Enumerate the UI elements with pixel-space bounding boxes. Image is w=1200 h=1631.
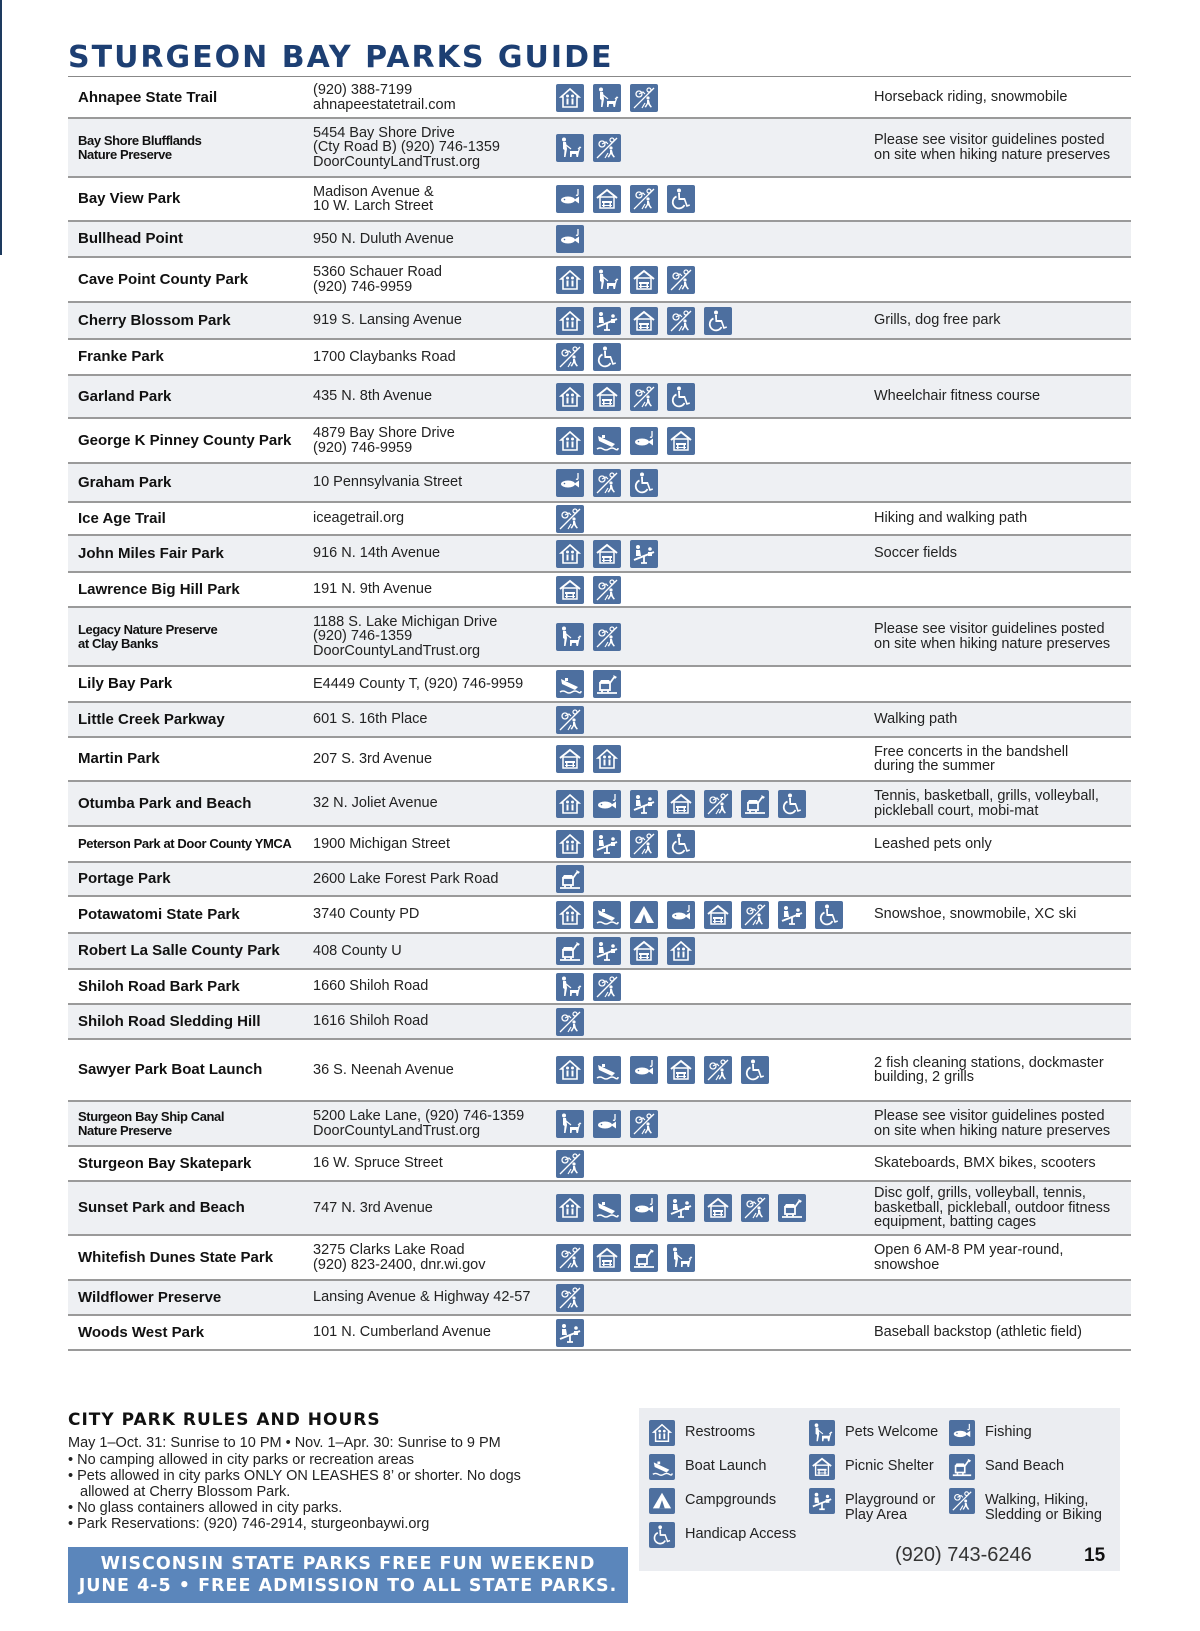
park-row — [68, 119, 1131, 178]
amenity-icons — [556, 536, 886, 571]
restrooms-icon — [649, 1420, 675, 1446]
walking-hiking-icon — [630, 383, 658, 411]
amenity-icons — [556, 419, 886, 462]
fishing-icon — [556, 225, 584, 253]
campgrounds-icon — [649, 1488, 675, 1514]
park-row — [68, 464, 1131, 503]
legend-item — [649, 1420, 755, 1446]
amenity-icons — [556, 1147, 886, 1180]
amenity-icons — [556, 119, 886, 176]
picnic-shelter-icon — [667, 1056, 695, 1084]
park-name: Sunset Park and Beach — [78, 1199, 245, 1216]
park-notes: 2 fish cleaning stations, dockmaster building, 2 grills — [874, 1054, 1104, 1085]
picnic-shelter-icon — [556, 576, 584, 604]
park-name: Little Creek Parkway — [78, 710, 225, 728]
walking-hiking-icon — [593, 134, 621, 162]
page-title: STURGEON BAY PARKS GUIDE — [68, 40, 614, 75]
pets-welcome-icon — [593, 266, 621, 294]
park-name: Robert La Salle County Park — [78, 942, 280, 959]
park-notes: Disc golf, grills, volleyball, tennis, basketball, pickleball, outdoor fitness equipment, batting cages — [874, 1185, 1111, 1231]
handicap-access-icon — [704, 307, 732, 335]
park-notes: Hiking and walking path — [874, 510, 1028, 527]
restrooms-icon — [556, 1056, 584, 1084]
handicap-access-icon — [667, 830, 695, 858]
legend-label: Handicap Access — [685, 1526, 797, 1542]
amenity-icons — [556, 738, 886, 780]
park-notes — [874, 863, 1129, 895]
sand-beach-icon — [556, 865, 584, 893]
walking-hiking-icon — [741, 1194, 769, 1222]
park-name: Sturgeon Bay Skatepark — [78, 1154, 252, 1172]
park-notes: Please see visitor guidelines posted on site when hiking nature preserves — [874, 621, 1111, 652]
park-name: Bay Shore Blufflands Nature Preserve — [78, 132, 202, 162]
amenity-icons — [556, 178, 886, 220]
park-name: Peterson Park at Door County YMCA — [78, 836, 292, 851]
park-row — [68, 303, 1131, 340]
park-address: iceagetrail.org — [313, 510, 405, 527]
playground-icon — [556, 1319, 584, 1347]
park-notes — [874, 419, 1129, 462]
park-name: Lawrence Big Hill Park — [78, 580, 240, 598]
banner-line-2: JUNE 4-5 • FREE ADMISSION TO ALL STATE PARKS. — [78, 1576, 618, 1596]
legend-label: Restrooms — [685, 1424, 756, 1440]
walking-hiking-icon — [593, 469, 621, 497]
legend-label: Campgrounds — [685, 1492, 777, 1508]
park-notes: Please see visitor guidelines posted on site when hiking nature preserves — [874, 1108, 1111, 1139]
restrooms-icon — [556, 84, 584, 112]
park-address: Lansing Avenue & Highway 42-57 — [313, 1289, 531, 1306]
amenity-icons — [556, 608, 886, 665]
fishing-icon — [556, 469, 584, 497]
legend-label: Sand Beach — [985, 1458, 1065, 1474]
park-row — [68, 1005, 1131, 1040]
sand-beach-icon — [741, 790, 769, 818]
boat-launch-icon — [649, 1454, 675, 1480]
park-row — [68, 536, 1131, 573]
pets-welcome-icon — [809, 1420, 835, 1446]
walking-hiking-icon — [593, 576, 621, 604]
boat-launch-icon — [593, 427, 621, 455]
rule-item: • No glass containers allowed in city parks. — [68, 1500, 538, 1516]
park-notes: Leashed pets only — [874, 835, 992, 852]
handicap-access-icon — [815, 901, 843, 929]
rule-item: • Park Reservations: (920) 746-2914, sturgeonbaywi.org — [68, 1516, 538, 1532]
park-row — [68, 934, 1131, 970]
walking-hiking-icon — [630, 1110, 658, 1138]
state-parks-banner — [68, 1547, 628, 1603]
rule-item: • No camping allowed in city parks or recreation areas — [68, 1452, 538, 1468]
legend-label: Pets Welcome — [845, 1424, 939, 1440]
park-name: Martin Park — [78, 750, 160, 767]
rule-item: • Pets allowed in city parks ONLY ON LEASHES 8’ or shorter. No dogs allowed at Cherry Blossom Park. — [68, 1468, 538, 1500]
park-row — [68, 78, 1131, 119]
amenity-icons — [556, 258, 886, 301]
amenity-icons — [556, 376, 886, 417]
legend-item — [949, 1488, 1102, 1523]
walking-hiking-icon — [949, 1488, 975, 1514]
restrooms-icon — [556, 383, 584, 411]
park-address: 32 N. Joliet Avenue — [313, 795, 438, 812]
pets-welcome-icon — [556, 1110, 584, 1138]
fishing-icon — [630, 1194, 658, 1222]
park-address: 3740 County PD — [313, 906, 420, 923]
park-address: 191 N. 9th Avenue — [313, 581, 433, 598]
park-row — [68, 863, 1131, 897]
boat-launch-icon — [593, 901, 621, 929]
park-address: 601 S. 16th Place — [313, 711, 428, 728]
fishing-icon — [630, 427, 658, 455]
park-name: Shiloh Road Sledding Hill — [78, 1012, 261, 1030]
legend-item — [949, 1420, 1032, 1446]
walking-hiking-icon — [630, 84, 658, 112]
restrooms-icon — [556, 266, 584, 294]
walking-hiking-icon — [630, 830, 658, 858]
boat-launch-icon — [556, 670, 584, 698]
park-name: Garland Park — [78, 387, 172, 405]
park-name: Ahnapee State Trail — [78, 88, 218, 106]
restrooms-icon — [556, 427, 584, 455]
handicap-access-icon — [667, 383, 695, 411]
walking-hiking-icon — [741, 901, 769, 929]
fishing-icon — [667, 901, 695, 929]
legend-label: Fishing — [985, 1424, 1032, 1440]
park-row — [68, 608, 1131, 667]
rules-hours: May 1–Oct. 31: Sunrise to 10 PM • Nov. 1–Apr. 30: Sunrise to 9 PM — [68, 1435, 501, 1451]
campgrounds-icon — [630, 901, 658, 929]
walking-hiking-icon — [630, 185, 658, 213]
sand-beach-icon — [630, 1244, 658, 1272]
park-address: 1188 S. Lake Michigan Drive (920) 746-1359 DoorCountyLandTrust.org — [313, 613, 498, 659]
walking-hiking-icon — [556, 343, 584, 371]
park-address: 1660 Shiloh Road — [313, 978, 429, 995]
park-name: Portage Park — [78, 870, 171, 887]
park-notes: Walking path — [874, 711, 958, 728]
park-name: Shiloh Road Bark Park — [78, 977, 240, 995]
amenity-icons — [556, 1102, 886, 1145]
park-name: Woods West Park — [78, 1323, 205, 1341]
park-row — [68, 667, 1131, 703]
icon-legend — [639, 1408, 1120, 1571]
pets-welcome-icon — [556, 134, 584, 162]
picnic-shelter-icon — [593, 383, 621, 411]
amenity-icons — [556, 970, 886, 1003]
park-address: 1616 Shiloh Road — [313, 1013, 429, 1030]
park-address: (920) 388-7199 ahnapeestatetrail.com — [313, 82, 456, 113]
restrooms-icon — [556, 790, 584, 818]
park-name: Cave Point County Park — [78, 270, 249, 288]
park-name: George K Pinney County Park — [78, 431, 292, 449]
park-row — [68, 340, 1131, 376]
park-address: 747 N. 3rd Avenue — [313, 1199, 433, 1216]
legend-item — [649, 1454, 766, 1480]
handicap-access-icon — [649, 1522, 675, 1548]
park-row — [68, 1281, 1131, 1316]
park-notes: Please see visitor guidelines posted on site when hiking nature preserves — [874, 132, 1111, 163]
park-address: 16 W. Spruce Street — [313, 1155, 443, 1172]
sand-beach-icon — [949, 1454, 975, 1480]
amenity-icons — [556, 340, 886, 374]
park-row — [68, 376, 1131, 419]
park-row — [68, 738, 1131, 782]
picnic-shelter-icon — [667, 427, 695, 455]
boat-launch-icon — [593, 1056, 621, 1084]
park-name: Sturgeon Bay Ship Canal Nature Preserve — [78, 1108, 225, 1138]
park-name: Bullhead Point — [78, 230, 183, 247]
park-row — [68, 419, 1131, 464]
walking-hiking-icon — [704, 1056, 732, 1084]
handicap-access-icon — [778, 790, 806, 818]
park-address: 435 N. 8th Avenue — [313, 388, 433, 405]
handicap-access-icon — [630, 469, 658, 497]
picnic-shelter-icon — [556, 745, 584, 773]
walking-hiking-icon — [556, 1150, 584, 1178]
walking-hiking-icon — [667, 307, 695, 335]
amenity-icons — [556, 667, 886, 701]
pets-welcome-icon — [667, 1244, 695, 1272]
park-notes — [874, 222, 1129, 256]
park-name: Wildflower Preserve — [78, 1288, 222, 1306]
park-name: Otumba Park and Beach — [78, 794, 252, 812]
legend-item — [809, 1454, 934, 1480]
fishing-icon — [593, 1110, 621, 1138]
park-row — [68, 503, 1131, 536]
playground-icon — [809, 1488, 835, 1514]
park-notes — [874, 464, 1129, 501]
park-address: 1700 Claybanks Road — [313, 348, 456, 365]
amenity-icons — [556, 464, 886, 501]
park-notes: Soccer fields — [874, 545, 958, 562]
park-notes — [874, 934, 1129, 968]
amenity-icons — [556, 782, 886, 825]
legend-item — [809, 1488, 935, 1523]
park-notes: Skateboards, BMX bikes, scooters — [874, 1155, 1096, 1172]
park-address: 4879 Bay Shore Drive (920) 746-9959 — [313, 425, 455, 456]
park-name: Lily Bay Park — [78, 675, 173, 692]
park-row — [68, 1040, 1131, 1102]
boat-launch-icon — [593, 1194, 621, 1222]
park-notes — [874, 340, 1129, 374]
park-name: Whitefish Dunes State Park — [78, 1248, 274, 1266]
restrooms-icon — [556, 1194, 584, 1222]
playground-icon — [778, 901, 806, 929]
park-row — [68, 827, 1131, 863]
park-name: Sawyer Park Boat Launch — [78, 1061, 263, 1078]
amenity-icons — [556, 503, 886, 534]
amenity-icons — [556, 78, 886, 117]
picnic-shelter-icon — [593, 540, 621, 568]
amenity-icons — [556, 222, 886, 256]
sand-beach-icon — [593, 670, 621, 698]
playground-icon — [593, 830, 621, 858]
walking-hiking-icon — [704, 790, 732, 818]
amenity-icons — [556, 1005, 886, 1038]
park-notes: Baseball backstop (athletic field) — [874, 1324, 1082, 1341]
amenity-icons — [556, 934, 886, 968]
walking-hiking-icon — [556, 1244, 584, 1272]
park-notes — [874, 258, 1129, 301]
park-address: 5454 Bay Shore Drive (Cty Road B) (920) 746-1359 DoorCountyLandTrust.org — [313, 124, 500, 170]
playground-icon — [630, 790, 658, 818]
park-address: Madison Avenue & 10 W. Larch Street — [313, 183, 434, 214]
parks-table — [68, 78, 1131, 1409]
park-row — [68, 258, 1131, 303]
amenity-icons — [556, 573, 886, 606]
park-notes — [874, 970, 1129, 1003]
park-address: 5360 Schauer Road (920) 746-9959 — [313, 264, 442, 295]
park-notes: Tennis, basketball, grills, volleyball, pickleball court, mobi-mat — [874, 788, 1099, 819]
amenity-icons — [556, 1281, 886, 1314]
legend-label: Boat Launch — [685, 1458, 767, 1474]
park-notes — [874, 178, 1129, 220]
playground-icon — [630, 540, 658, 568]
park-row — [68, 703, 1131, 738]
park-row — [68, 897, 1131, 934]
amenity-icons — [556, 1040, 886, 1100]
picnic-shelter-icon — [593, 185, 621, 213]
park-notes — [874, 667, 1129, 701]
park-notes: Snowshoe, snowmobile, XC ski — [874, 906, 1077, 923]
restrooms-icon — [556, 307, 584, 335]
fishing-icon — [593, 790, 621, 818]
banner-line-1: WISCONSIN STATE PARKS FREE FUN WEEKEND — [100, 1554, 596, 1574]
playground-icon — [667, 1194, 695, 1222]
handicap-access-icon — [667, 185, 695, 213]
park-address: 3275 Clarks Lake Road (920) 823-2400, dnr.wi.gov — [313, 1242, 486, 1273]
playground-icon — [593, 307, 621, 335]
fishing-icon — [949, 1420, 975, 1446]
legend-label: Picnic Shelter — [845, 1458, 934, 1474]
walking-hiking-icon — [593, 973, 621, 1001]
pets-welcome-icon — [556, 973, 584, 1001]
park-notes: Horseback riding, snowmobile — [874, 89, 1068, 106]
park-address: 36 S. Neenah Avenue — [313, 1061, 454, 1078]
park-row — [68, 573, 1131, 608]
pets-welcome-icon — [556, 623, 584, 651]
page-number: 15 — [1084, 1545, 1106, 1566]
restrooms-icon — [593, 745, 621, 773]
park-address: 950 N. Duluth Avenue — [313, 230, 454, 247]
title-divider — [68, 76, 1131, 77]
park-name: Franke Park — [78, 348, 164, 365]
walking-hiking-icon — [593, 623, 621, 651]
picnic-shelter-icon — [630, 266, 658, 294]
picnic-shelter-icon — [704, 901, 732, 929]
park-row — [68, 782, 1131, 827]
park-row — [68, 1316, 1131, 1351]
park-address: 5200 Lake Lane, (920) 746-1359 DoorCountyLandTrust.org — [313, 1108, 525, 1139]
park-name: Cherry Blossom Park — [78, 311, 231, 329]
park-name: Potawatomi State Park — [78, 905, 240, 923]
restrooms-icon — [556, 901, 584, 929]
park-address: 2600 Lake Forest Park Road — [313, 870, 499, 887]
sand-beach-icon — [778, 1194, 806, 1222]
park-address: 10 Pennsylvania Street — [313, 474, 463, 491]
park-notes — [874, 1281, 1129, 1314]
park-address: 919 S. Lansing Avenue — [313, 312, 462, 329]
fishing-icon — [556, 185, 584, 213]
park-address: 916 N. 14th Avenue — [313, 545, 441, 562]
park-address: E4449 County T, (920) 746-9959 — [313, 675, 524, 692]
park-row — [68, 1182, 1131, 1236]
park-name: Ice Age Trail — [78, 509, 166, 527]
park-address: 408 County U — [313, 942, 402, 959]
legend-label: Walking, Hiking, Sledding or Biking — [985, 1492, 1102, 1523]
restrooms-icon — [556, 540, 584, 568]
rules-list — [68, 1452, 538, 1532]
park-row — [68, 1236, 1131, 1281]
park-notes: Free concerts in the bandshell during the summer — [874, 743, 1069, 774]
park-row — [68, 970, 1131, 1005]
walking-hiking-icon — [667, 266, 695, 294]
park-name: John Miles Fair Park — [78, 544, 224, 562]
park-name: Legacy Nature Preserve at Clay Banks — [78, 621, 218, 651]
walking-hiking-icon — [556, 706, 584, 734]
amenity-icons — [556, 1316, 886, 1349]
fishing-icon — [630, 1056, 658, 1084]
legend-item — [949, 1454, 1064, 1480]
park-row — [68, 178, 1131, 222]
park-address: 1900 Michigan Street — [313, 835, 451, 852]
park-notes: Wheelchair fitness course — [874, 388, 1041, 405]
amenity-icons — [556, 1182, 886, 1234]
amenity-icons — [556, 1236, 886, 1279]
walking-hiking-icon — [556, 1008, 584, 1036]
park-address: 101 N. Cumberland Avenue — [313, 1324, 491, 1341]
legend-label: Playground or Play Area — [845, 1492, 936, 1523]
legend-item — [649, 1522, 796, 1548]
park-row — [68, 1102, 1131, 1147]
rules-heading: CITY PARK RULES AND HOURS — [68, 1410, 381, 1430]
park-notes — [874, 1005, 1129, 1038]
walking-hiking-icon — [556, 1284, 584, 1312]
contact-phone: (920) 743-6246 — [895, 1544, 1032, 1566]
walking-hiking-icon — [556, 505, 584, 533]
park-notes: Open 6 AM-8 PM year-round, snowshoe — [874, 1242, 1064, 1273]
park-name: Graham Park — [78, 473, 172, 491]
park-address: 207 S. 3rd Avenue — [313, 750, 433, 767]
park-notes — [874, 573, 1129, 606]
park-notes: Grills, dog free park — [874, 312, 1001, 329]
handicap-access-icon — [593, 343, 621, 371]
picnic-shelter-icon — [809, 1454, 835, 1480]
park-row — [68, 1147, 1131, 1182]
park-name: Bay View Park — [78, 190, 181, 207]
picnic-shelter-icon — [630, 307, 658, 335]
amenity-icons — [556, 827, 886, 861]
restrooms-icon — [667, 937, 695, 965]
park-row — [68, 222, 1131, 258]
picnic-shelter-icon — [593, 1244, 621, 1272]
handicap-access-icon — [741, 1056, 769, 1084]
amenity-icons — [556, 897, 886, 932]
pets-welcome-icon — [593, 84, 621, 112]
amenity-icons — [556, 703, 886, 736]
playground-icon — [593, 937, 621, 965]
picnic-shelter-icon — [667, 790, 695, 818]
page-edge-bar — [0, 0, 2, 255]
amenity-icons — [556, 303, 886, 338]
legend-item — [649, 1488, 776, 1514]
picnic-shelter-icon — [704, 1194, 732, 1222]
picnic-shelter-icon — [630, 937, 658, 965]
legend-item — [809, 1420, 938, 1446]
sand-beach-icon — [556, 937, 584, 965]
amenity-icons — [556, 863, 886, 895]
restrooms-icon — [556, 830, 584, 858]
